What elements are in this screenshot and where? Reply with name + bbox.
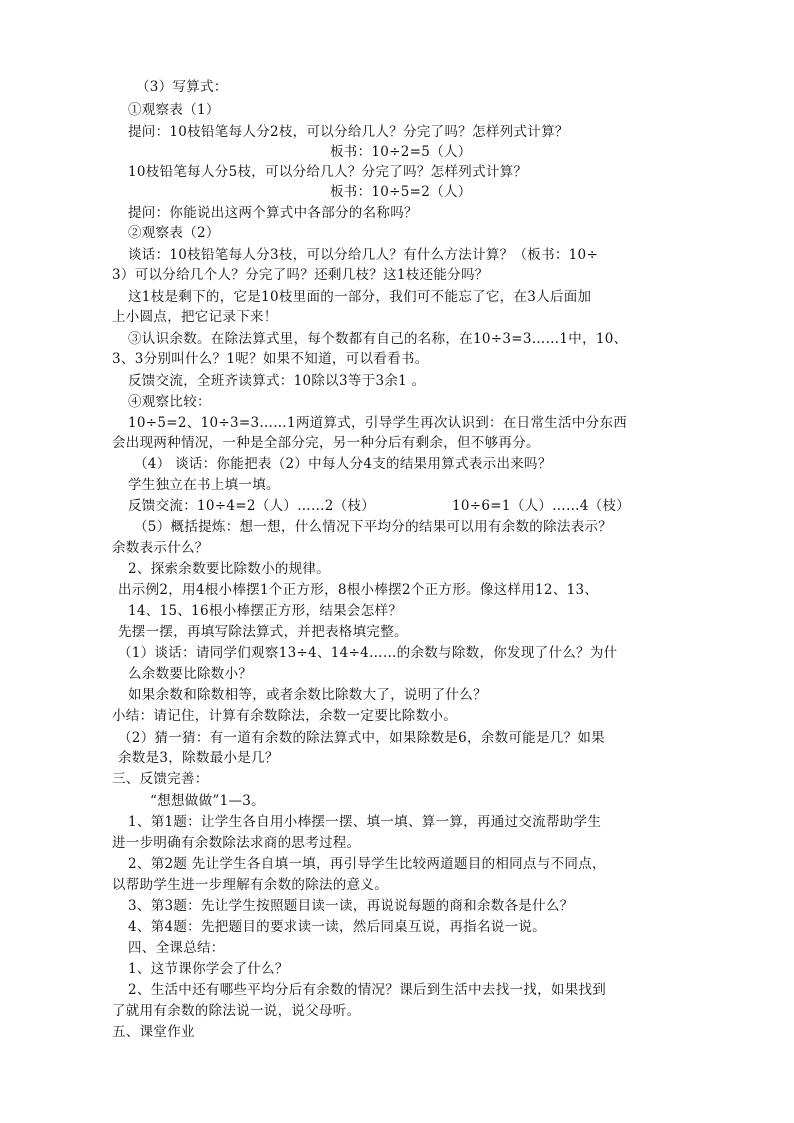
text-line: 小结：请记住，计算有余数除法，余数一定要比除数小。: [112, 708, 457, 724]
text-line: 14、15、16根小棒摆正方形，结果会怎样？: [128, 603, 403, 619]
text-line: 提问：10枝铅笔每人分2枝，可以分给几人？分完了吗？怎样列式计算？: [128, 124, 569, 140]
text-line: 出示例2，用4根小棒摆1个正方形，8根小棒摆2个正方形。像这样用12、13、: [118, 582, 599, 598]
text-line: 10÷6=1（人）……4（枝）: [452, 498, 631, 514]
text-line: 这1枝是剩下的，它是10枝里面的一部分，我们可不能忘了它，在3人后面加: [128, 289, 592, 305]
text-line: 10枝铅笔每人分5枝，可以分给几人？分完了吗？怎样列式计算？: [128, 164, 528, 180]
text-line: “想想做做”1—3。: [150, 793, 265, 809]
text-line: （2）猜一猜：有一道有余数的除法算式中，如果除数是6，余数可能是几？如果: [118, 730, 605, 746]
text-line: 3、3分别叫什么？1呢？如果不知道，可以看看书。: [112, 351, 429, 367]
text-line: 余数是3，除数最小是几？: [118, 750, 279, 766]
text-line: 3）可以分给几个人？分完了吗？还剩几枝？这1枝还能分吗？: [112, 267, 489, 283]
text-line: 2、探索余数要比除数小的规律。: [128, 561, 331, 577]
text-line: （4） 谈话：你能把表（2）中每人分4支的结果用算式表示出来吗？: [134, 456, 552, 472]
text-line: 反馈交流：10÷4=2（人）……2（枝）: [128, 498, 376, 514]
text-line: 进一步明确有余数除法求商的思考过程。: [112, 835, 361, 851]
text-line: （3）写算式：: [136, 79, 228, 95]
text-line: 4、第4题：先把题目的要求读一读，然后同桌互说，再指名说一说。: [128, 919, 546, 935]
text-line: 3、第3题：先让学生按照题目读一读，再说说每题的商和余数各是什么？: [128, 898, 574, 914]
text-line: ③认识余数。在除法算式里，每个数都有自己的名称，在10÷3=3……1中，10、: [128, 331, 628, 347]
text-line: 1、这节课你学会了什么？: [128, 961, 289, 977]
text-line: 余数表示什么？: [112, 540, 209, 556]
text-line: 上小圆点，把它记录下来！: [112, 309, 278, 325]
text-line: 以帮助学生进一步理解有余数的除法的意义。: [112, 877, 388, 893]
text-line: 么余数要比除数小？: [128, 666, 253, 682]
text-line: （5）概括提炼：想一想，什么情况下平均分的结果可以用有余数的除法表示？: [134, 519, 613, 535]
text-line: 四、全课总结：: [128, 940, 225, 956]
text-line: 会出现两种情况，一种是全部分完，另一种分后有剩余，但不够再分。: [112, 435, 540, 451]
text-line: 2、生活中还有哪些平均分后有余数的情况？课后到生活中去找一找，如果找到: [128, 982, 607, 998]
text-line: 先摆一摆，再填写除法算式，并把表格填完整。: [118, 624, 408, 640]
text-line: ④观察比较：: [128, 394, 211, 410]
text-line: 谈话：10枝铅笔每人分3枝，可以分给几人？有什么方法计算？（板书：10÷: [128, 247, 599, 263]
text-line: （1）谈话：请同学们观察13÷4、14÷4……的余数与除数，你发现了什么？为什: [118, 645, 618, 661]
text-line: 了就用有余数的除法说一说，说父母听。: [112, 1003, 361, 1019]
text-line: 板书：10÷5=2（人）: [330, 184, 472, 200]
text-line: 反馈交流，全班齐读算式：10除以3等于3余1 。: [128, 373, 426, 389]
text-line: 2、第2题 先让学生各自填一填，再引导学生比较两道题目的相同点与不同点，: [128, 856, 606, 872]
text-line: 三、反馈完善：: [112, 771, 209, 787]
text-line: 如果余数和除数相等，或者余数比除数大了，说明了什么？: [128, 687, 487, 703]
text-line: 提问：你能说出这两个算式中各部分的名称吗？: [128, 205, 418, 221]
text-line: ①观察表（1）: [128, 102, 220, 118]
text-line: 五、课堂作业: [112, 1024, 195, 1040]
text-line: 板书：10÷2=5（人）: [330, 144, 472, 160]
text-line: ②观察表（2）: [128, 225, 220, 241]
text-line: 10÷5=2、10÷3=3……1两道算式，引导学生再次认识到：在日常生活中分东西: [128, 415, 628, 431]
text-line: 1、第1题：让学生各自用小棒摆一摆、填一填、算一算，再通过交流帮助学生: [128, 814, 602, 830]
text-line: 学生独立在书上填一填。: [128, 477, 280, 493]
